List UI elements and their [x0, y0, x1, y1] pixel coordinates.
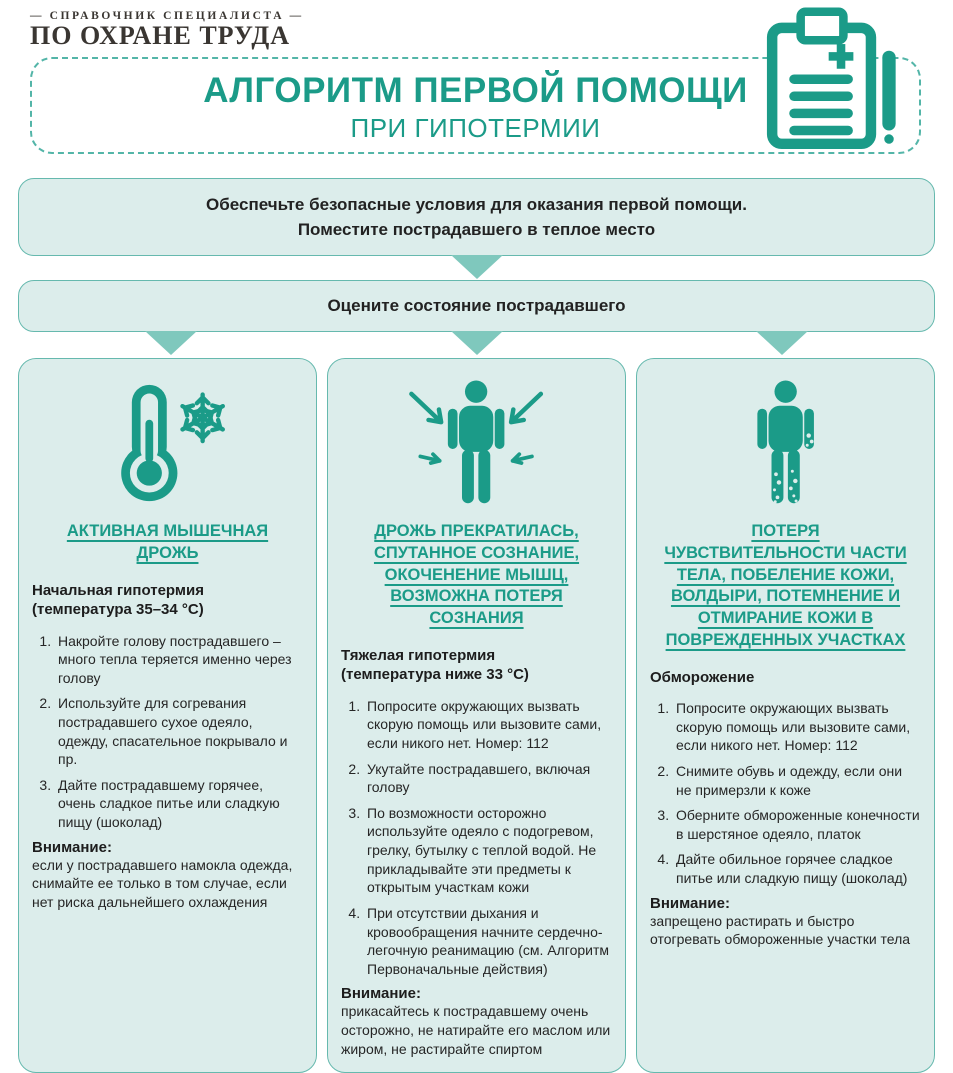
- instruction-item: 3. Оберните обмороженные конечности в шерстяное одеяло, платок: [673, 806, 921, 843]
- instruction-item: 1. Попросите окружающих вызвать скорую помощь или вызовите сами, если никого нет. Номер: 112: [364, 697, 612, 753]
- page-subtitle: ПРИ ГИПОТЕРМИИ: [350, 112, 601, 143]
- instruction-item: 1. Попросите окружающих вызвать скорую помощь или вызовите сами, если никого нет. Номер: 112: [673, 699, 921, 755]
- step-safety-line1: Обеспечьте безопасные условия для оказания первой помощи.: [206, 194, 747, 214]
- column-mild-hypothermia: [18, 358, 317, 1073]
- instruction-item: 4. Дайте обильное горячее сладкое питье или сладкую пищу (шоколад): [673, 850, 921, 887]
- condition-heading: АКТИВНАЯ МЫШЕЧНАЯ ДРОЖЬ: [66, 522, 269, 562]
- column-frostbite: [636, 358, 935, 1073]
- instruction-item: 1. Накройте голову пострадавшего – много тепла теряется именно через голову: [55, 632, 303, 688]
- flow-connector-row: [18, 332, 935, 358]
- warning-text: если у пострадавшего намокла одежда, снимайте ее только в том случае, если нет риска дальнейшего охлаждения: [32, 856, 293, 910]
- column-severe-hypothermia: [327, 358, 626, 1073]
- flow-connector: [0, 256, 953, 280]
- title-banner: [30, 57, 921, 154]
- instruction-item: 3. По возможности осторожно используйте одеяло с подогревом, грелку, бутылку с теплой водой. Не прикладывайте эти предметы к открытым участкам кожи: [364, 804, 612, 897]
- instruction-list: [32, 632, 303, 832]
- condition-heading: ДРОЖЬ ПРЕКРАТИЛАСЬ, СПУТАННОЕ СОЗНАНИЕ, ОКОЧЕНЕНИЕ МЫШЦ, ВОЗМОЖНА ПОТЕРЯ СОЗНАНИЯ: [373, 522, 580, 628]
- instruction-item: 2. Укутайте пострадавшего, включая голову: [364, 760, 612, 797]
- clipboard-medical-thermometer-icon: [757, 7, 907, 159]
- person-shivering-arrows-icon: [398, 379, 554, 507]
- instruction-item: 2. Используйте для согревания пострадавшего сухое одеяло, одежду, спасательное покрывало и пр.: [55, 694, 303, 768]
- warning-label: Внимание:: [650, 894, 730, 912]
- condition-subheading: Обморожение: [650, 668, 755, 686]
- condition-subheading: Тяжелая гипотермия (температура ниже 33 °С): [341, 646, 529, 684]
- step-safety-line2: Поместите пострадавшего в теплое место: [297, 220, 656, 239]
- page-title: АЛГОРИТМ ПЕРВОЙ ПОМОЩИ: [203, 71, 748, 110]
- instruction-item: 4. При отсутствии дыхания и кровообращения начните сердечно-легочную реанимацию (см. Алгоритм Первоначальные действия): [364, 904, 612, 978]
- thermometer-snowflake-icon: [95, 379, 240, 507]
- warning-label: Внимание:: [341, 985, 421, 1003]
- warning-text: прикасайтесь к пострадавшему очень осторожно, не натирайте его маслом или жиром, не растирайте спиртом: [341, 1003, 611, 1057]
- instruction-list: [341, 697, 612, 979]
- step-safety-box: [18, 178, 935, 256]
- step-assess-box: [18, 280, 935, 332]
- publisher-logo-tagline: — СПРАВОЧНИК СПЕЦИАЛИСТА —: [30, 10, 304, 22]
- down-arrow-icon: [756, 331, 808, 355]
- instruction-list: [650, 699, 921, 887]
- down-arrow-icon: [145, 331, 197, 355]
- warning-text: запрещено растирать и быстро отогревать обмороженные участки тела: [650, 912, 911, 948]
- condition-heading: ПОТЕРЯ ЧУВСТВИТЕЛЬНОСТИ ЧАСТИ ТЕЛА, ПОБЕЛЕНИЕ КОЖИ, ВОЛДЫРИ, ПОТЕМНЕНИЕ И ОТМИРАНИЕ КОЖИ В ПОВРЕЖДЕННЫХ УЧАСТКАХ: [664, 522, 907, 649]
- step-assess-line1: Оцените состояние пострадавшего: [327, 296, 626, 316]
- person-frostbite-icon: [741, 379, 830, 507]
- condition-columns: [18, 358, 935, 1073]
- condition-subheading: Начальная гипотермия (температура 35–34 °С): [32, 581, 204, 619]
- warning-label: Внимание:: [32, 838, 112, 856]
- instruction-item: 3. Дайте пострадавшему горячее, очень сладкое питье или сладкую пищу (шоколад): [55, 776, 303, 832]
- down-arrow-icon: [451, 331, 503, 355]
- publisher-logo-title: ПО ОХРАНЕ ТРУДА: [30, 21, 291, 50]
- down-arrow-icon: [451, 255, 503, 279]
- instruction-item: 2. Снимите обувь и одежду, если они не примерзли к коже: [673, 762, 921, 799]
